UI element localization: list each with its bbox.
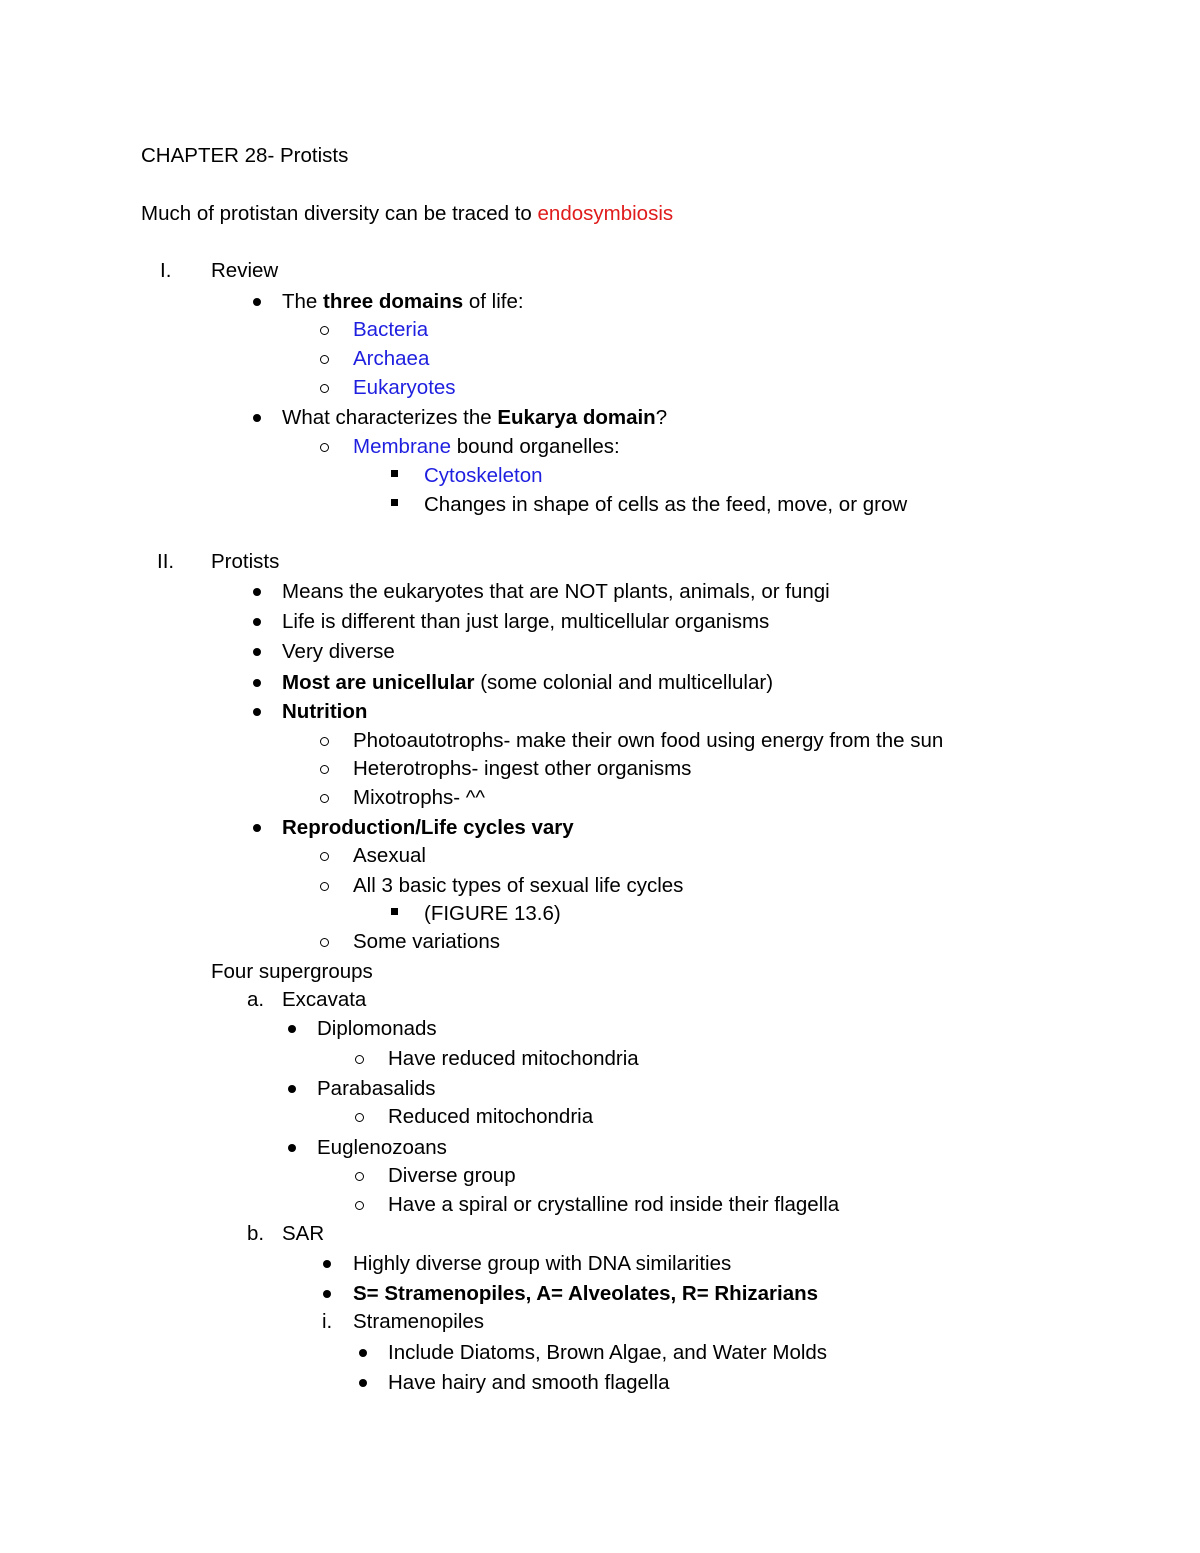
hollow-bullet-icon: [320, 938, 329, 947]
list-item: SAR: [282, 1222, 325, 1245]
list-item: What characterizes the Eukarya domain?: [282, 406, 668, 429]
list-marker: b.: [247, 1222, 265, 1245]
list-item: Have hairy and smooth flagella: [388, 1371, 670, 1394]
hollow-bullet-icon: [320, 355, 329, 364]
intro-text: Much of protistan diversity can be traced to: [141, 202, 538, 225]
list-item: Parabasalids: [317, 1077, 436, 1100]
bullet-icon: [253, 648, 261, 656]
square-bullet-icon: [391, 470, 398, 477]
bullet-icon: [288, 1025, 296, 1033]
intro-line: [141, 202, 673, 226]
square-bullet-icon: [391, 908, 398, 915]
list-item: S= Stramenopiles, A= Alveolates, R= Rhizarians: [353, 1282, 819, 1305]
list-item: Changes in shape of cells as the feed, move, or grow: [424, 493, 908, 516]
bullet-icon: [359, 1349, 367, 1357]
list-item: The three domains of life:: [282, 290, 524, 313]
list-item: (FIGURE 13.6): [424, 902, 561, 925]
list-item: Reduced mitochondria: [388, 1105, 594, 1128]
square-bullet-icon: [391, 499, 398, 506]
hollow-bullet-icon: [355, 1172, 364, 1181]
list-item: Bacteria: [353, 318, 429, 341]
hollow-bullet-icon: [320, 384, 329, 393]
list-item: Diverse group: [388, 1164, 516, 1187]
list-item: Means the eukaryotes that are NOT plants, animals, or fungi: [282, 580, 830, 603]
list-item: Cytoskeleton: [424, 464, 543, 487]
hollow-bullet-icon: [355, 1113, 364, 1122]
hollow-bullet-icon: [320, 737, 329, 746]
subsection-heading: Four supergroups: [211, 960, 373, 983]
list-item: Have a spiral or crystalline rod inside their flagella: [388, 1193, 840, 1216]
bullet-icon: [288, 1144, 296, 1152]
list-item: Nutrition: [282, 700, 368, 723]
list-item: Heterotrophs- ingest other organisms: [353, 757, 692, 780]
bullet-icon: [253, 679, 261, 687]
list-item: Excavata: [282, 988, 367, 1011]
list-item: Photoautotrophs- make their own food using energy from the sun: [353, 729, 944, 752]
intro-highlight: endosymbiosis: [537, 202, 674, 225]
list-item: Reproduction/Life cycles vary: [282, 816, 574, 839]
list-marker: i.: [322, 1310, 333, 1333]
list-item: Have reduced mitochondria: [388, 1047, 639, 1070]
list-marker: a.: [247, 988, 265, 1011]
bullet-icon: [253, 588, 261, 596]
bullet-icon: [253, 618, 261, 626]
list-item: Some variations: [353, 930, 500, 953]
hollow-bullet-icon: [355, 1055, 364, 1064]
hollow-bullet-icon: [320, 443, 329, 452]
hollow-bullet-icon: [355, 1201, 364, 1210]
bullet-icon: [253, 414, 261, 422]
list-item: Membrane bound organelles:: [353, 435, 620, 458]
list-item: Archaea: [353, 347, 430, 370]
bullet-icon: [359, 1379, 367, 1387]
list-item: Euglenozoans: [317, 1136, 447, 1159]
section-numeral: II.: [157, 550, 175, 573]
list-item: Eukaryotes: [353, 376, 456, 399]
bullet-icon: [323, 1290, 331, 1298]
list-item: Include Diatoms, Brown Algae, and Water Molds: [388, 1341, 828, 1364]
list-item: Highly diverse group with DNA similarities: [353, 1252, 732, 1275]
bullet-icon: [253, 824, 261, 832]
bullet-icon: [253, 298, 261, 306]
list-item: Stramenopiles: [353, 1310, 485, 1333]
section-numeral: I.: [160, 259, 172, 282]
hollow-bullet-icon: [320, 794, 329, 803]
hollow-bullet-icon: [320, 852, 329, 861]
list-item: Most are unicellular (some colonial and multicellular): [282, 671, 774, 694]
bullet-icon: [253, 708, 261, 716]
hollow-bullet-icon: [320, 882, 329, 891]
section-heading: Review: [211, 259, 279, 282]
bullet-icon: [323, 1260, 331, 1268]
hollow-bullet-icon: [320, 765, 329, 774]
list-item: Asexual: [353, 844, 426, 867]
list-item: Diplomonads: [317, 1017, 437, 1040]
hollow-bullet-icon: [320, 326, 329, 335]
section-heading: Protists: [211, 550, 280, 573]
list-item: All 3 basic types of sexual life cycles: [353, 874, 684, 897]
list-item: Mixotrophs- ^^: [353, 786, 486, 809]
bullet-icon: [288, 1085, 296, 1093]
page-title: CHAPTER 28- Protists: [141, 144, 349, 167]
list-item: Very diverse: [282, 640, 395, 663]
list-item: Life is different than just large, multicellular organisms: [282, 610, 770, 633]
